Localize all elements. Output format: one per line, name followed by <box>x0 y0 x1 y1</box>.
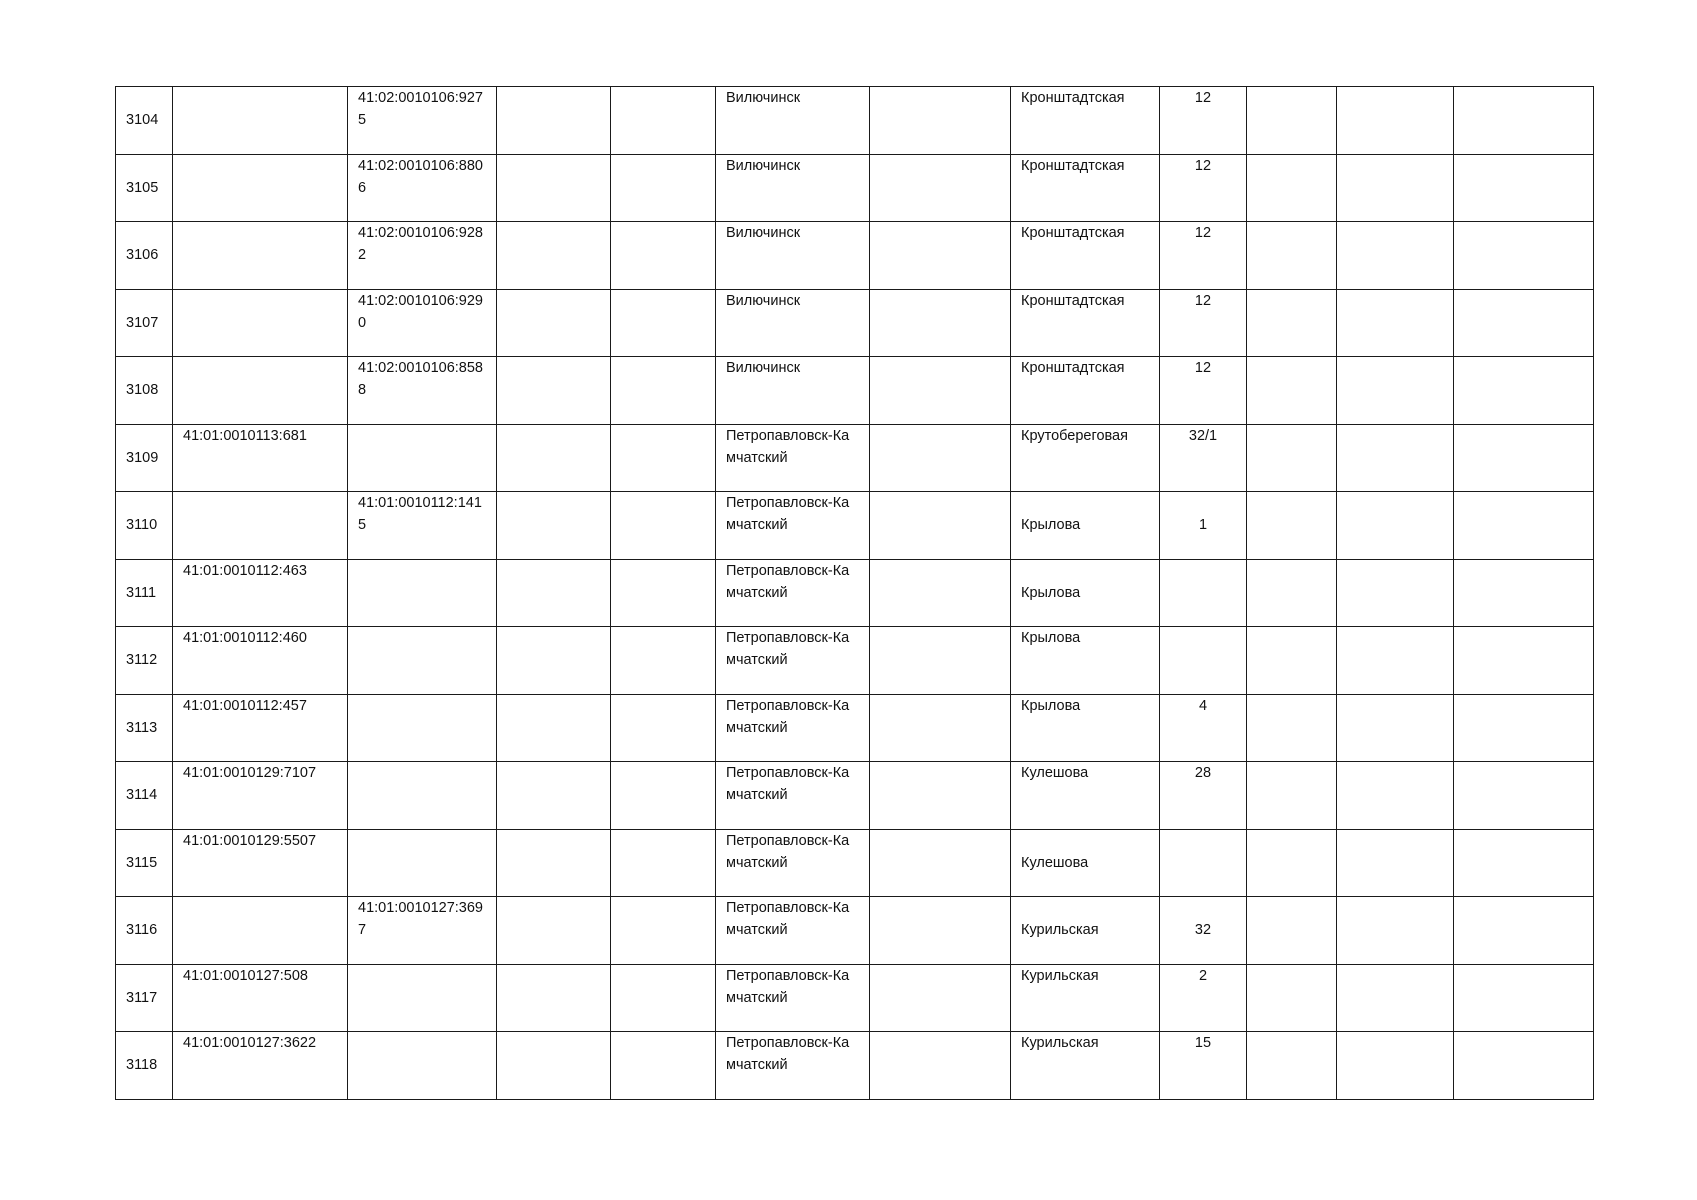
land-cadastral-number-cell: 41:01:0010129:7107 <box>173 762 348 830</box>
empty-cell <box>1337 829 1454 897</box>
table-row <box>116 357 1594 425</box>
empty-cell <box>1247 289 1337 357</box>
row-number-cell: 3118 <box>116 1032 173 1100</box>
street-cell: Крутобереговая <box>1011 424 1160 492</box>
house-number-cell: 12 <box>1160 357 1247 425</box>
house-number-cell: 12 <box>1160 222 1247 290</box>
land-cadastral-number-cell <box>173 289 348 357</box>
street-cell: Курильская <box>1011 964 1160 1032</box>
land-cadastral-number-cell: 41:01:0010112:460 <box>173 627 348 695</box>
empty-cell <box>497 289 611 357</box>
empty-cell <box>611 897 716 965</box>
empty-cell <box>1337 154 1454 222</box>
empty-cell <box>611 87 716 155</box>
empty-cell <box>870 762 1011 830</box>
locality-cell: Вилючинск <box>716 87 870 155</box>
locality-cell: Вилючинск <box>716 289 870 357</box>
table-row <box>116 559 1594 627</box>
table-row <box>116 222 1594 290</box>
empty-cell <box>1454 762 1594 830</box>
table-row <box>116 964 1594 1032</box>
empty-cell <box>611 424 716 492</box>
locality-cell: Вилючинск <box>716 357 870 425</box>
street-cell: Курильская <box>1011 897 1160 965</box>
empty-cell <box>1247 357 1337 425</box>
empty-cell <box>1454 492 1594 560</box>
empty-cell <box>870 1032 1011 1100</box>
empty-cell <box>611 154 716 222</box>
street-cell: Кронштадтская <box>1011 289 1160 357</box>
empty-cell <box>1454 897 1594 965</box>
empty-cell <box>497 87 611 155</box>
object-cadastral-number-cell: 41:01:0010112:1415 <box>348 492 497 560</box>
empty-cell <box>1247 897 1337 965</box>
row-number-cell: 3110 <box>116 492 173 560</box>
empty-cell <box>870 627 1011 695</box>
registry-table <box>115 86 1594 1100</box>
empty-cell <box>1337 964 1454 1032</box>
empty-cell <box>1337 222 1454 290</box>
empty-cell <box>611 762 716 830</box>
empty-cell <box>1337 897 1454 965</box>
empty-cell <box>870 154 1011 222</box>
empty-cell <box>1247 694 1337 762</box>
object-cadastral-number-cell: 41:02:0010106:8588 <box>348 357 497 425</box>
empty-cell <box>497 222 611 290</box>
empty-cell <box>1247 492 1337 560</box>
land-cadastral-number-cell <box>173 87 348 155</box>
table-row <box>116 289 1594 357</box>
empty-cell <box>611 964 716 1032</box>
house-number-cell: 32/1 <box>1160 424 1247 492</box>
empty-cell <box>1337 87 1454 155</box>
empty-cell <box>870 897 1011 965</box>
empty-cell <box>497 897 611 965</box>
street-cell: Кронштадтская <box>1011 154 1160 222</box>
empty-cell <box>497 559 611 627</box>
house-number-cell: 12 <box>1160 154 1247 222</box>
land-cadastral-number-cell <box>173 357 348 425</box>
empty-cell <box>611 222 716 290</box>
object-cadastral-number-cell <box>348 424 497 492</box>
empty-cell <box>611 1032 716 1100</box>
locality-cell: Вилючинск <box>716 222 870 290</box>
land-cadastral-number-cell: 41:01:0010113:681 <box>173 424 348 492</box>
empty-cell <box>1337 694 1454 762</box>
empty-cell <box>1337 762 1454 830</box>
empty-cell <box>497 1032 611 1100</box>
empty-cell <box>870 829 1011 897</box>
street-cell: Кронштадтская <box>1011 357 1160 425</box>
land-cadastral-number-cell: 41:01:0010129:5507 <box>173 829 348 897</box>
house-number-cell <box>1160 627 1247 695</box>
empty-cell <box>1247 1032 1337 1100</box>
row-number-cell: 3114 <box>116 762 173 830</box>
empty-cell <box>1337 1032 1454 1100</box>
empty-cell <box>1247 424 1337 492</box>
empty-cell <box>497 694 611 762</box>
empty-cell <box>497 829 611 897</box>
empty-cell <box>1454 559 1594 627</box>
empty-cell <box>1247 222 1337 290</box>
object-cadastral-number-cell <box>348 964 497 1032</box>
empty-cell <box>497 357 611 425</box>
empty-cell <box>497 424 611 492</box>
street-cell: Крылова <box>1011 492 1160 560</box>
empty-cell <box>497 154 611 222</box>
empty-cell <box>870 289 1011 357</box>
object-cadastral-number-cell: 41:01:0010127:3697 <box>348 897 497 965</box>
locality-cell: Петропавловск-Камчатский <box>716 829 870 897</box>
row-number-cell: 3106 <box>116 222 173 290</box>
house-number-cell <box>1160 559 1247 627</box>
empty-cell <box>1337 492 1454 560</box>
street-cell: Кулешова <box>1011 762 1160 830</box>
land-cadastral-number-cell <box>173 897 348 965</box>
land-cadastral-number-cell <box>173 492 348 560</box>
street-cell: Крылова <box>1011 694 1160 762</box>
row-number-cell: 3109 <box>116 424 173 492</box>
land-cadastral-number-cell: 41:01:0010112:463 <box>173 559 348 627</box>
locality-cell: Вилючинск <box>716 154 870 222</box>
empty-cell <box>1247 627 1337 695</box>
row-number-cell: 3117 <box>116 964 173 1032</box>
row-number-cell: 3116 <box>116 897 173 965</box>
empty-cell <box>1454 964 1594 1032</box>
row-number-cell: 3111 <box>116 559 173 627</box>
empty-cell <box>1247 87 1337 155</box>
object-cadastral-number-cell <box>348 1032 497 1100</box>
land-cadastral-number-cell <box>173 154 348 222</box>
empty-cell <box>497 627 611 695</box>
empty-cell <box>1454 829 1594 897</box>
object-cadastral-number-cell: 41:02:0010106:9282 <box>348 222 497 290</box>
empty-cell <box>1454 357 1594 425</box>
object-cadastral-number-cell <box>348 829 497 897</box>
land-cadastral-number-cell: 41:01:0010127:3622 <box>173 1032 348 1100</box>
document-page <box>115 86 1593 1100</box>
empty-cell <box>1247 964 1337 1032</box>
object-cadastral-number-cell <box>348 627 497 695</box>
empty-cell <box>497 964 611 1032</box>
empty-cell <box>1454 1032 1594 1100</box>
street-cell: Курильская <box>1011 1032 1160 1100</box>
object-cadastral-number-cell <box>348 694 497 762</box>
empty-cell <box>1454 424 1594 492</box>
empty-cell <box>1247 829 1337 897</box>
empty-cell <box>1454 627 1594 695</box>
empty-cell <box>870 964 1011 1032</box>
locality-cell: Петропавловск-Камчатский <box>716 492 870 560</box>
locality-cell: Петропавловск-Камчатский <box>716 897 870 965</box>
row-number-cell: 3105 <box>116 154 173 222</box>
object-cadastral-number-cell <box>348 559 497 627</box>
empty-cell <box>611 559 716 627</box>
empty-cell <box>1247 559 1337 627</box>
empty-cell <box>1454 694 1594 762</box>
table-row <box>116 492 1594 560</box>
object-cadastral-number-cell: 41:02:0010106:9290 <box>348 289 497 357</box>
row-number-cell: 3113 <box>116 694 173 762</box>
house-number-cell: 2 <box>1160 964 1247 1032</box>
house-number-cell: 1 <box>1160 492 1247 560</box>
empty-cell <box>1454 222 1594 290</box>
empty-cell <box>870 694 1011 762</box>
table-row <box>116 627 1594 695</box>
empty-cell <box>1337 627 1454 695</box>
table-row <box>116 897 1594 965</box>
empty-cell <box>870 424 1011 492</box>
empty-cell <box>870 87 1011 155</box>
land-cadastral-number-cell: 41:01:0010112:457 <box>173 694 348 762</box>
house-number-cell: 12 <box>1160 289 1247 357</box>
table-row <box>116 1032 1594 1100</box>
empty-cell <box>870 492 1011 560</box>
street-cell: Крылова <box>1011 559 1160 627</box>
table-row <box>116 829 1594 897</box>
empty-cell <box>1337 559 1454 627</box>
object-cadastral-number-cell: 41:02:0010106:8806 <box>348 154 497 222</box>
house-number-cell: 28 <box>1160 762 1247 830</box>
house-number-cell: 4 <box>1160 694 1247 762</box>
row-number-cell: 3104 <box>116 87 173 155</box>
empty-cell <box>870 559 1011 627</box>
table-row <box>116 424 1594 492</box>
locality-cell: Петропавловск-Камчатский <box>716 1032 870 1100</box>
locality-cell: Петропавловск-Камчатский <box>716 627 870 695</box>
empty-cell <box>611 289 716 357</box>
empty-cell <box>611 627 716 695</box>
street-cell: Крылова <box>1011 627 1160 695</box>
row-number-cell: 3112 <box>116 627 173 695</box>
land-cadastral-number-cell <box>173 222 348 290</box>
row-number-cell: 3107 <box>116 289 173 357</box>
street-cell: Кронштадтская <box>1011 87 1160 155</box>
land-cadastral-number-cell: 41:01:0010127:508 <box>173 964 348 1032</box>
house-number-cell: 15 <box>1160 1032 1247 1100</box>
row-number-cell: 3108 <box>116 357 173 425</box>
locality-cell: Петропавловск-Камчатский <box>716 694 870 762</box>
empty-cell <box>1454 87 1594 155</box>
empty-cell <box>870 222 1011 290</box>
empty-cell <box>870 357 1011 425</box>
house-number-cell <box>1160 829 1247 897</box>
empty-cell <box>611 694 716 762</box>
empty-cell <box>1247 154 1337 222</box>
empty-cell <box>1337 357 1454 425</box>
empty-cell <box>611 492 716 560</box>
row-number-cell: 3115 <box>116 829 173 897</box>
house-number-cell: 12 <box>1160 87 1247 155</box>
table-row <box>116 762 1594 830</box>
object-cadastral-number-cell <box>348 762 497 830</box>
empty-cell <box>611 829 716 897</box>
street-cell: Кулешова <box>1011 829 1160 897</box>
street-cell: Кронштадтская <box>1011 222 1160 290</box>
locality-cell: Петропавловск-Камчатский <box>716 762 870 830</box>
locality-cell: Петропавловск-Камчатский <box>716 964 870 1032</box>
house-number-cell: 32 <box>1160 897 1247 965</box>
empty-cell <box>1454 289 1594 357</box>
empty-cell <box>1337 289 1454 357</box>
empty-cell <box>497 492 611 560</box>
empty-cell <box>611 357 716 425</box>
object-cadastral-number-cell: 41:02:0010106:9275 <box>348 87 497 155</box>
locality-cell: Петропавловск-Камчатский <box>716 424 870 492</box>
table-row <box>116 87 1594 155</box>
empty-cell <box>1454 154 1594 222</box>
empty-cell <box>1337 424 1454 492</box>
table-row <box>116 154 1594 222</box>
table-row <box>116 694 1594 762</box>
locality-cell: Петропавловск-Камчатский <box>716 559 870 627</box>
empty-cell <box>497 762 611 830</box>
empty-cell <box>1247 762 1337 830</box>
